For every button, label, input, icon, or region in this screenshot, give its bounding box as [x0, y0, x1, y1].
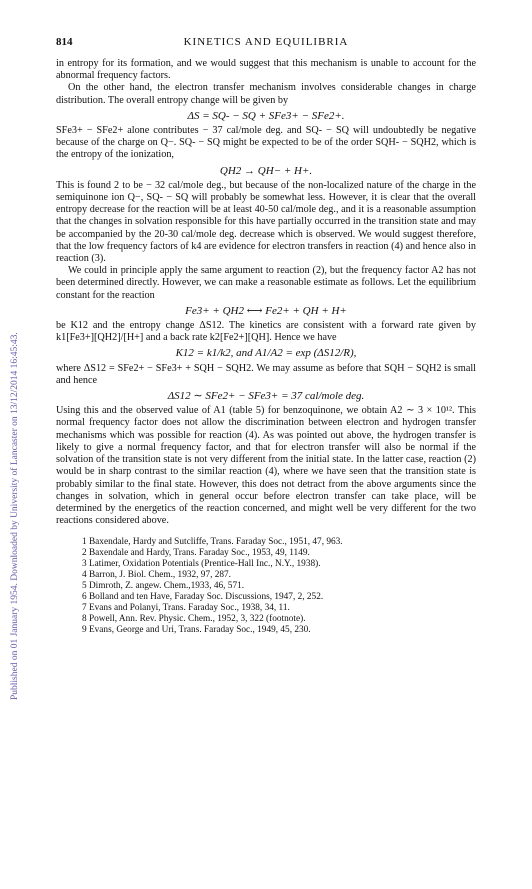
paragraph: SFe3+ − SFe2+ alone contributes − 37 cal/mole deg. and SQ- − SQ will undoubtedly be negative because of the charge on Q−. SQ- − SQ might be expected to be of the order SQH- − SQH2, which is the entropy of the ionization,	[56, 125, 476, 161]
running-title: KINETICS AND EQUILIBRIA	[183, 36, 349, 48]
paragraph: Using this and the observed value of A1 (table 5) for benzoquinone, we obtain A2 ∼ 3 × 10¹². This normal frequency factor does not allow the discrimination between electron and hydrogen transfer mechanisms which was possible for reaction (4). As was pointed out above, the hydrogen transfer is likely to give a normal frequency factor, and that for electron transfer will also be normal if the solvation of the transition state is not very different from the initial state. In the latter case, reaction (2) would be in sharp contrast to the similar reaction (4), where we have seen that the transition state is probably similar to the final state. However, this does not detract from the above arguments since the changes in solvation, which in general occur before electron transfer can take place, will be determined by the energetics of the reaction concerned, and might well be very different for the two reactions considered above.	[56, 405, 476, 527]
download-watermark	[10, 140, 20, 700]
paragraph: We could in principle apply the same argument to reaction (2), but the frequency factor A2 has not been determined directly. However, we can make a reasonable estimate as follows. Let the equilibrium constant for the reaction	[56, 265, 476, 301]
equation: ΔS12 ∼ SFe2+ − SFe3+ = 37 cal/mole deg.	[167, 390, 365, 403]
reference-item: 3 Latimer, Oxidation Potentials (Prentice-Hall Inc., N.Y., 1938).	[82, 559, 321, 570]
reference-item: 5 Dimroth, Z. angew. Chem.,1933, 46, 571.	[82, 581, 245, 592]
reference-item: 4 Barron, J. Biol. Chem., 1932, 97, 287.	[82, 570, 232, 581]
journal-page	[56, 36, 476, 636]
paragraph: On the other hand, the electron transfer mechanism involves considerable changes in charge distribution. The overall entropy change will be given by	[56, 82, 476, 106]
reference-item: 7 Evans and Polanyi, Trans. Faraday Soc., 1938, 34, 11.	[82, 603, 290, 614]
paragraph: be K12 and the entropy change ΔS12. The kinetics are consistent with a forward rate given by k1[Fe3+][QH2]/[H+] and a back rate k2[Fe2+][QH]. Hence we have	[56, 320, 476, 344]
reference-item: 1 Baxendale, Hardy and Sutcliffe, Trans. Faraday Soc., 1951, 47, 963.	[82, 537, 343, 548]
equation: ΔS = SQ- − SQ + SFe3+ − SFe2+.	[187, 109, 345, 122]
equation: QH2 → QH− + H+.	[219, 164, 313, 177]
reference-item: 2 Baxendale and Hardy, Trans. Faraday Soc., 1953, 49, 1149.	[82, 548, 310, 559]
equation: K12 = k1/k2, and A1/A2 = exp (ΔS12/R),	[175, 347, 357, 360]
references-list	[82, 537, 476, 636]
page-header	[56, 36, 476, 54]
paragraph: in entropy for its formation, and we would suggest that this mechanism is unable to account for the abnormal frequency factors.	[56, 58, 476, 82]
page-number: 814	[56, 36, 73, 48]
paragraph: where ΔS12 = SFe2+ − SFe3+ + SQH − SQH2. We may assume as before that SQH − SQH2 is small and hence	[56, 362, 476, 386]
reference-item: 6 Bolland and ten Have, Faraday Soc. Discussions, 1947, 2, 252.	[82, 592, 324, 603]
watermark-text: Published on 01 January 1954. Downloaded by University of Lancaster on 13/12/2014 16:45:43.	[10, 332, 20, 700]
article-body	[56, 58, 476, 527]
equation: Fe3+ + QH2 ⟷ Fe2+ + QH + H+	[185, 304, 347, 317]
paragraph: This is found 2 to be − 32 cal/mole deg., but because of the non-localized nature of the charge in the semiquinone ion Q−, SQ- − SQ will probably be somewhat less. However, it is clear that the overall entropy decrease for the reaction will be at least 40-50 cal/mole deg., and it is a reasonable assumption that the changes in solvation responsible for this have partially occurred in the transition state and may be accompanied by the 20-30 cal/mole deg. decrease which is observed. We would suggest therefore, that the low frequency factors of k4 are evidence for electron transfers in reaction (4) and hence also in reaction (3).	[56, 179, 476, 265]
reference-item: 9 Evans, George and Uri, Trans. Faraday Soc., 1949, 45, 230.	[82, 625, 311, 636]
reference-item: 8 Powell, Ann. Rev. Physic. Chem., 1952, 3, 322 (footnote).	[82, 614, 306, 625]
